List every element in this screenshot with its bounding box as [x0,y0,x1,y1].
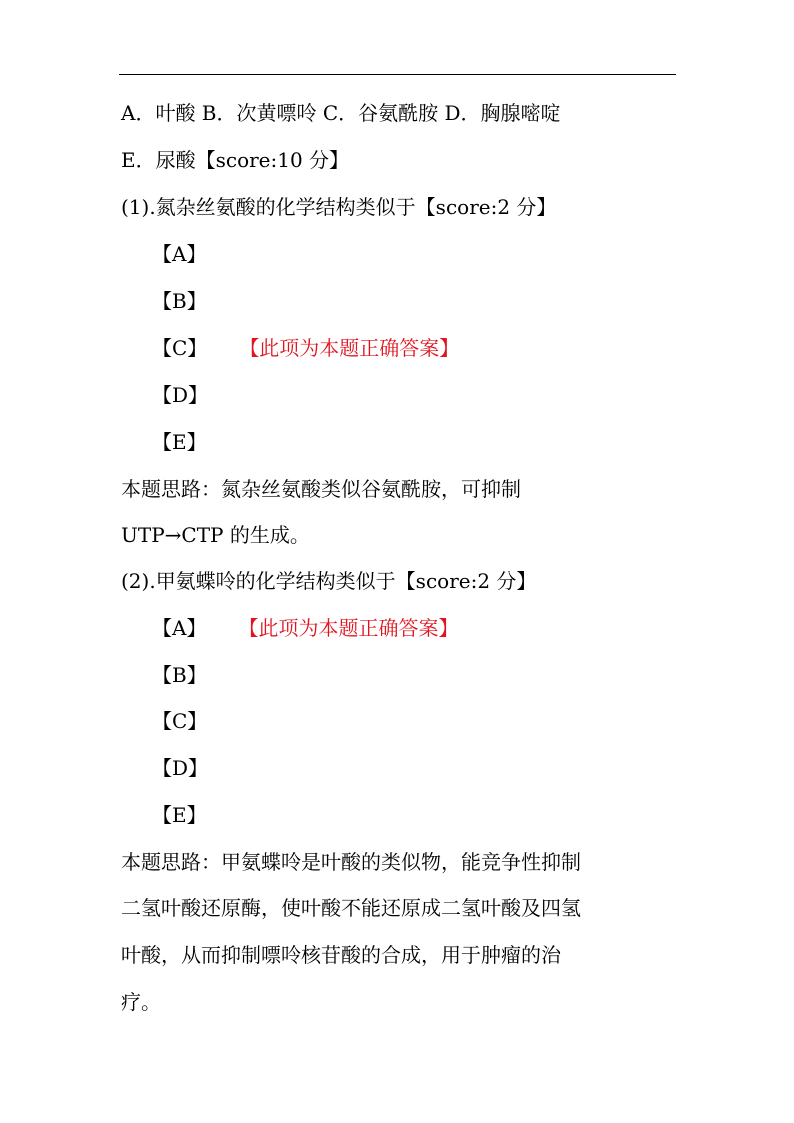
q2-option-e[interactable]: 【E】 [152,803,207,827]
q1-option-c[interactable]: 【C】 [152,336,208,360]
question-2-stem: (2).甲氨蝶呤的化学结构类似于【score:2 分】 [121,569,537,593]
q1-option-b[interactable]: 【B】 [152,289,207,313]
question-1-stem: (1).氮杂丝氨酸的化学结构类似于【score:2 分】 [121,195,557,219]
q1-option-c-row[interactable] [152,335,459,361]
q2-correct-answer-marker: 【此项为本题正确答案】 [248,616,459,640]
q2-option-d[interactable]: 【D】 [152,756,209,780]
header-rule [119,74,676,75]
q1-correct-answer-marker: 【此项为本题正确答案】 [249,336,460,360]
q2-explanation-line-3: 叶酸，从而抑制嘌呤核苷酸的合成，用于肿瘤的治 [121,943,561,967]
options-line-2: E．尿酸【score:10 分】 [121,148,350,172]
q2-explanation-line-2: 二氢叶酸还原酶，使叶酸不能还原成二氢叶酸及四氢 [121,896,581,920]
q2-option-a-row[interactable] [152,615,458,641]
q1-explanation-line-1: 本题思路：氮杂丝氨酸类似谷氨酰胺，可抑制 [121,477,521,501]
q2-option-a[interactable]: 【A】 [152,616,207,640]
q1-option-d[interactable]: 【D】 [152,383,209,407]
q1-option-a[interactable]: 【A】 [152,242,207,266]
options-line-1: A．叶酸 B．次黄嘌呤 C．谷氨酰胺 D．胸腺嘧啶 [121,101,561,125]
q1-explanation-line-2: UTP→CTP 的生成。 [121,523,310,547]
q1-option-e[interactable]: 【E】 [152,430,207,454]
q2-explanation-line-1: 本题思路：甲氨蝶呤是叶酸的类似物，能竞争性抑制 [121,850,581,874]
q2-option-b[interactable]: 【B】 [152,663,207,687]
q2-option-c[interactable]: 【C】 [152,709,208,733]
q2-explanation-line-4: 疗。 [121,990,161,1014]
